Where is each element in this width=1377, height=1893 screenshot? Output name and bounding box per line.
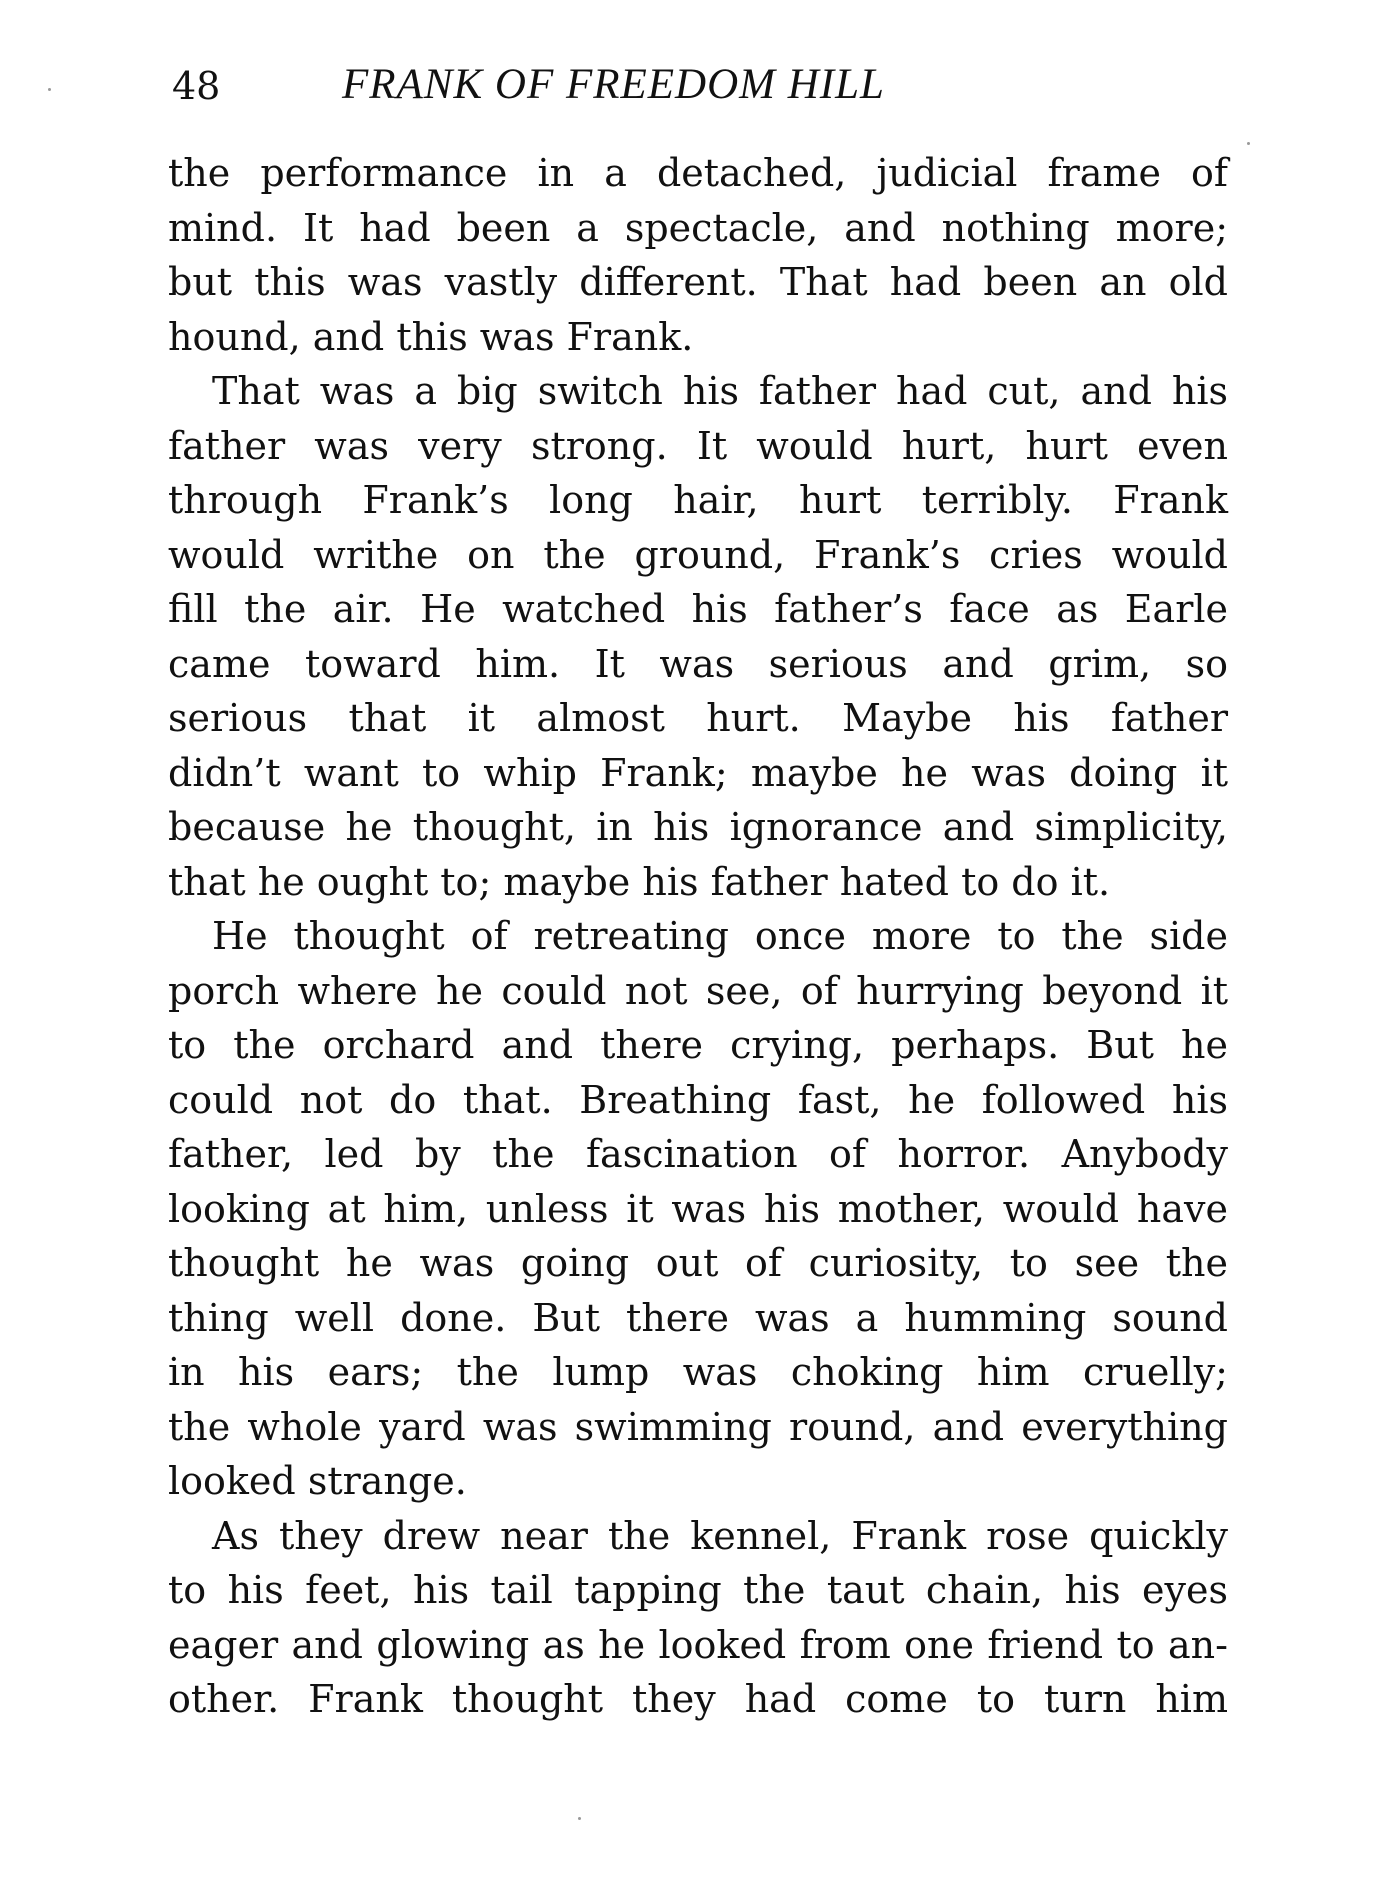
text-line: father, led by the fascination of horror. Anybody xyxy=(168,1132,1228,1176)
text-line: He thought of retreating once more to the side xyxy=(212,914,1228,958)
text-line: through Frank’s long hair, hurt terribly. Frank xyxy=(168,478,1228,522)
text-line: thought he was going out of curiosity, to see the xyxy=(168,1241,1228,1285)
text-line: That was a big switch his father had cut, and his xyxy=(212,369,1228,413)
text-line: fill the air. He watched his father’s face as Earle xyxy=(168,587,1228,631)
running-title: FRANK OF FREEDOM HILL xyxy=(342,61,885,108)
text-line: eager and glowing as he looked from one friend to an- xyxy=(168,1622,1228,1667)
body-text xyxy=(168,146,1228,1727)
paragraph-4 xyxy=(168,1509,1228,1727)
text-line: thing well done. But there was a humming sound xyxy=(168,1295,1228,1340)
text-line: As they drew near the kennel, Frank rose quickly xyxy=(212,1513,1228,1558)
page-header xyxy=(172,61,1232,124)
paragraph-3 xyxy=(168,909,1228,1509)
text-line: because he thought, in his ignorance and simplicity, xyxy=(168,805,1228,849)
text-line: porch where he could not see, of hurrying beyond it xyxy=(168,968,1228,1013)
text-line: mind. It had been a spectacle, and nothing more; xyxy=(168,205,1228,250)
text-line: other. Frank thought they had come to turn him xyxy=(168,1677,1228,1721)
text-line: the whole yard was swimming round, and everything xyxy=(168,1404,1228,1449)
scan-speck xyxy=(48,88,51,91)
text-line: looking at him, unless it was his mother, would have xyxy=(168,1186,1228,1231)
scan-speck xyxy=(578,1817,581,1820)
text-line: in his ears; the lump was choking him cruelly; xyxy=(168,1350,1228,1394)
text-line: that he ought to; maybe his father hated to do it. xyxy=(168,859,1111,904)
text-line: looked strange. xyxy=(168,1459,467,1503)
paragraph-1 xyxy=(168,146,1228,364)
text-line: could not do that. Breathing fast, he followed his xyxy=(168,1077,1228,1122)
text-line: would writhe on the ground, Frank’s cries would xyxy=(168,532,1228,577)
text-line: to his feet, his tail tapping the taut chain, his eyes xyxy=(168,1568,1228,1612)
text-line: came toward him. It was serious and grim, so xyxy=(168,641,1228,686)
text-line: the performance in a detached, judicial frame of xyxy=(168,151,1228,195)
text-line: hound, and this was Frank. xyxy=(168,314,694,359)
paragraph-2 xyxy=(168,364,1228,909)
text-line: to the orchard and there crying, perhaps. But he xyxy=(168,1023,1228,1067)
text-line: but this was vastly different. That had been an old xyxy=(168,260,1228,304)
scan-speck xyxy=(1247,142,1250,145)
text-line: father was very strong. It would hurt, hurt even xyxy=(168,423,1228,468)
page-number: 48 xyxy=(172,64,221,108)
text-line: didn’t want to whip Frank; maybe he was doing it xyxy=(168,750,1228,795)
text-line: serious that it almost hurt. Maybe his father xyxy=(168,696,1228,740)
